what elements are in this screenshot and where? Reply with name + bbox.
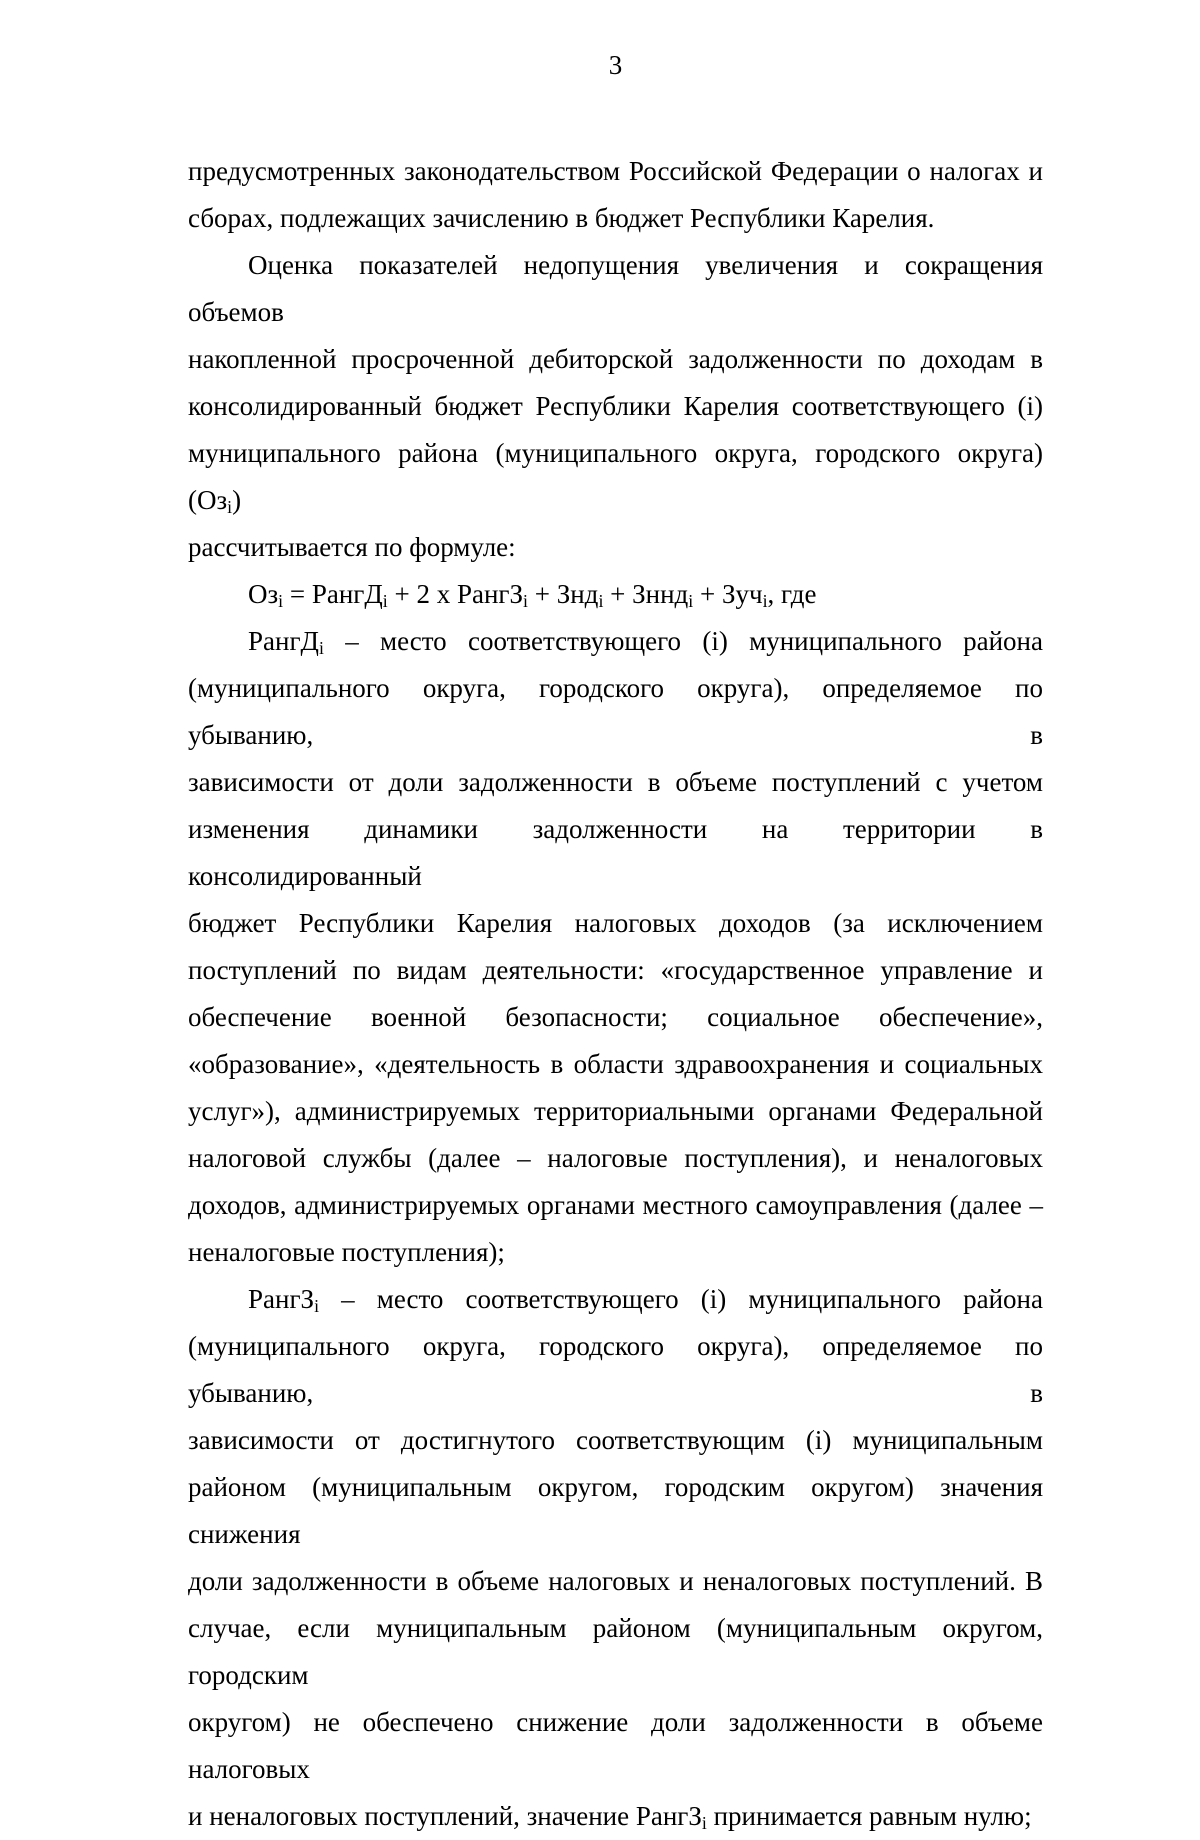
text-line: округом) не обеспечено снижение доли задолженности в объеме налоговых [188,1707,1043,1784]
page-number: 3 [608,50,623,80]
text-line: сборах, подлежащих зачислению в бюджет Республики Карелия. [188,203,935,233]
text-line: неналоговые поступления); [188,1237,505,1267]
text-line: налоговой службы (далее – налоговые поступления), и неналоговых [188,1143,1043,1173]
text-line: бюджет Республики Карелия налоговых доходов (за исключением [188,908,1043,938]
text-line: Оценка показателей недопущения увеличения и сокращения объемов [188,250,1043,327]
paragraph [188,242,1043,571]
text-line: накопленной просроченной дебиторской задолженности по доходам в [188,344,1043,374]
text-line: (муниципального округа, городского округа), определяемое по убыванию, в [188,673,1043,750]
text-line: поступлений по видам деятельности: «государственное управление и [188,955,1043,985]
text-line: «образование», «деятельность в области здравоохранения и социальных [188,1049,1043,1079]
text-line: и неналоговых поступлений, значение РангЗ$_i$ принимается равным нулю; [188,1801,1032,1833]
text-line: случае, если муниципальным районом (муниципальным округом, городским [188,1613,1043,1690]
document-content [188,148,1043,1840]
text-line: (муниципального округа, городского округа), определяемое по убыванию, в [188,1331,1043,1408]
text-line: рассчитывается по формуле: [188,532,516,562]
text-line: $Оз_i$ = РангД$_i$ + 2 х РангЗ$_i$ + Знд$_i$ + Зннд$_i$ + Зуч$_i$, где [248,579,817,611]
text-line: зависимости от доли задолженности в объеме поступлений с учетом [188,767,1043,797]
text-line: предусмотренных законодательством Российской Федерации о налогах и [188,156,1043,186]
text-line: муниципального района (муниципального округа, городского округа) $(Оз_i)$ [188,438,1043,517]
paragraph [188,1276,1043,1840]
text-line: обеспечение военной безопасности; социальное обеспечение», [188,1002,1043,1032]
text-line: зависимости от достигнутого соответствующим (i) муниципальным [188,1425,1043,1455]
text-line: доходов, администрируемых органами местного самоуправления (далее – [188,1190,1043,1220]
text-line: консолидированный бюджет Республики Карелия соответствующего (i) [188,391,1043,421]
text-line: услуг»), администрируемых территориальными органами Федеральной [188,1096,1043,1126]
text-line: РангД$_i$ – место соответствующего (i) муниципального района [248,626,1043,658]
text-line: районом (муниципальным округом, городским округом) значения снижения [188,1472,1043,1549]
paragraph [188,148,1043,242]
paragraph [188,618,1043,1276]
text-line: доли задолженности в объеме налоговых и неналоговых поступлений. В [188,1566,1043,1596]
formula-line [188,571,1043,618]
text-line: изменения динамики задолженности на территории в консолидированный [188,814,1043,891]
text-line: РангЗ$_i$ – место соответствующего (i) муниципального района [248,1284,1043,1316]
